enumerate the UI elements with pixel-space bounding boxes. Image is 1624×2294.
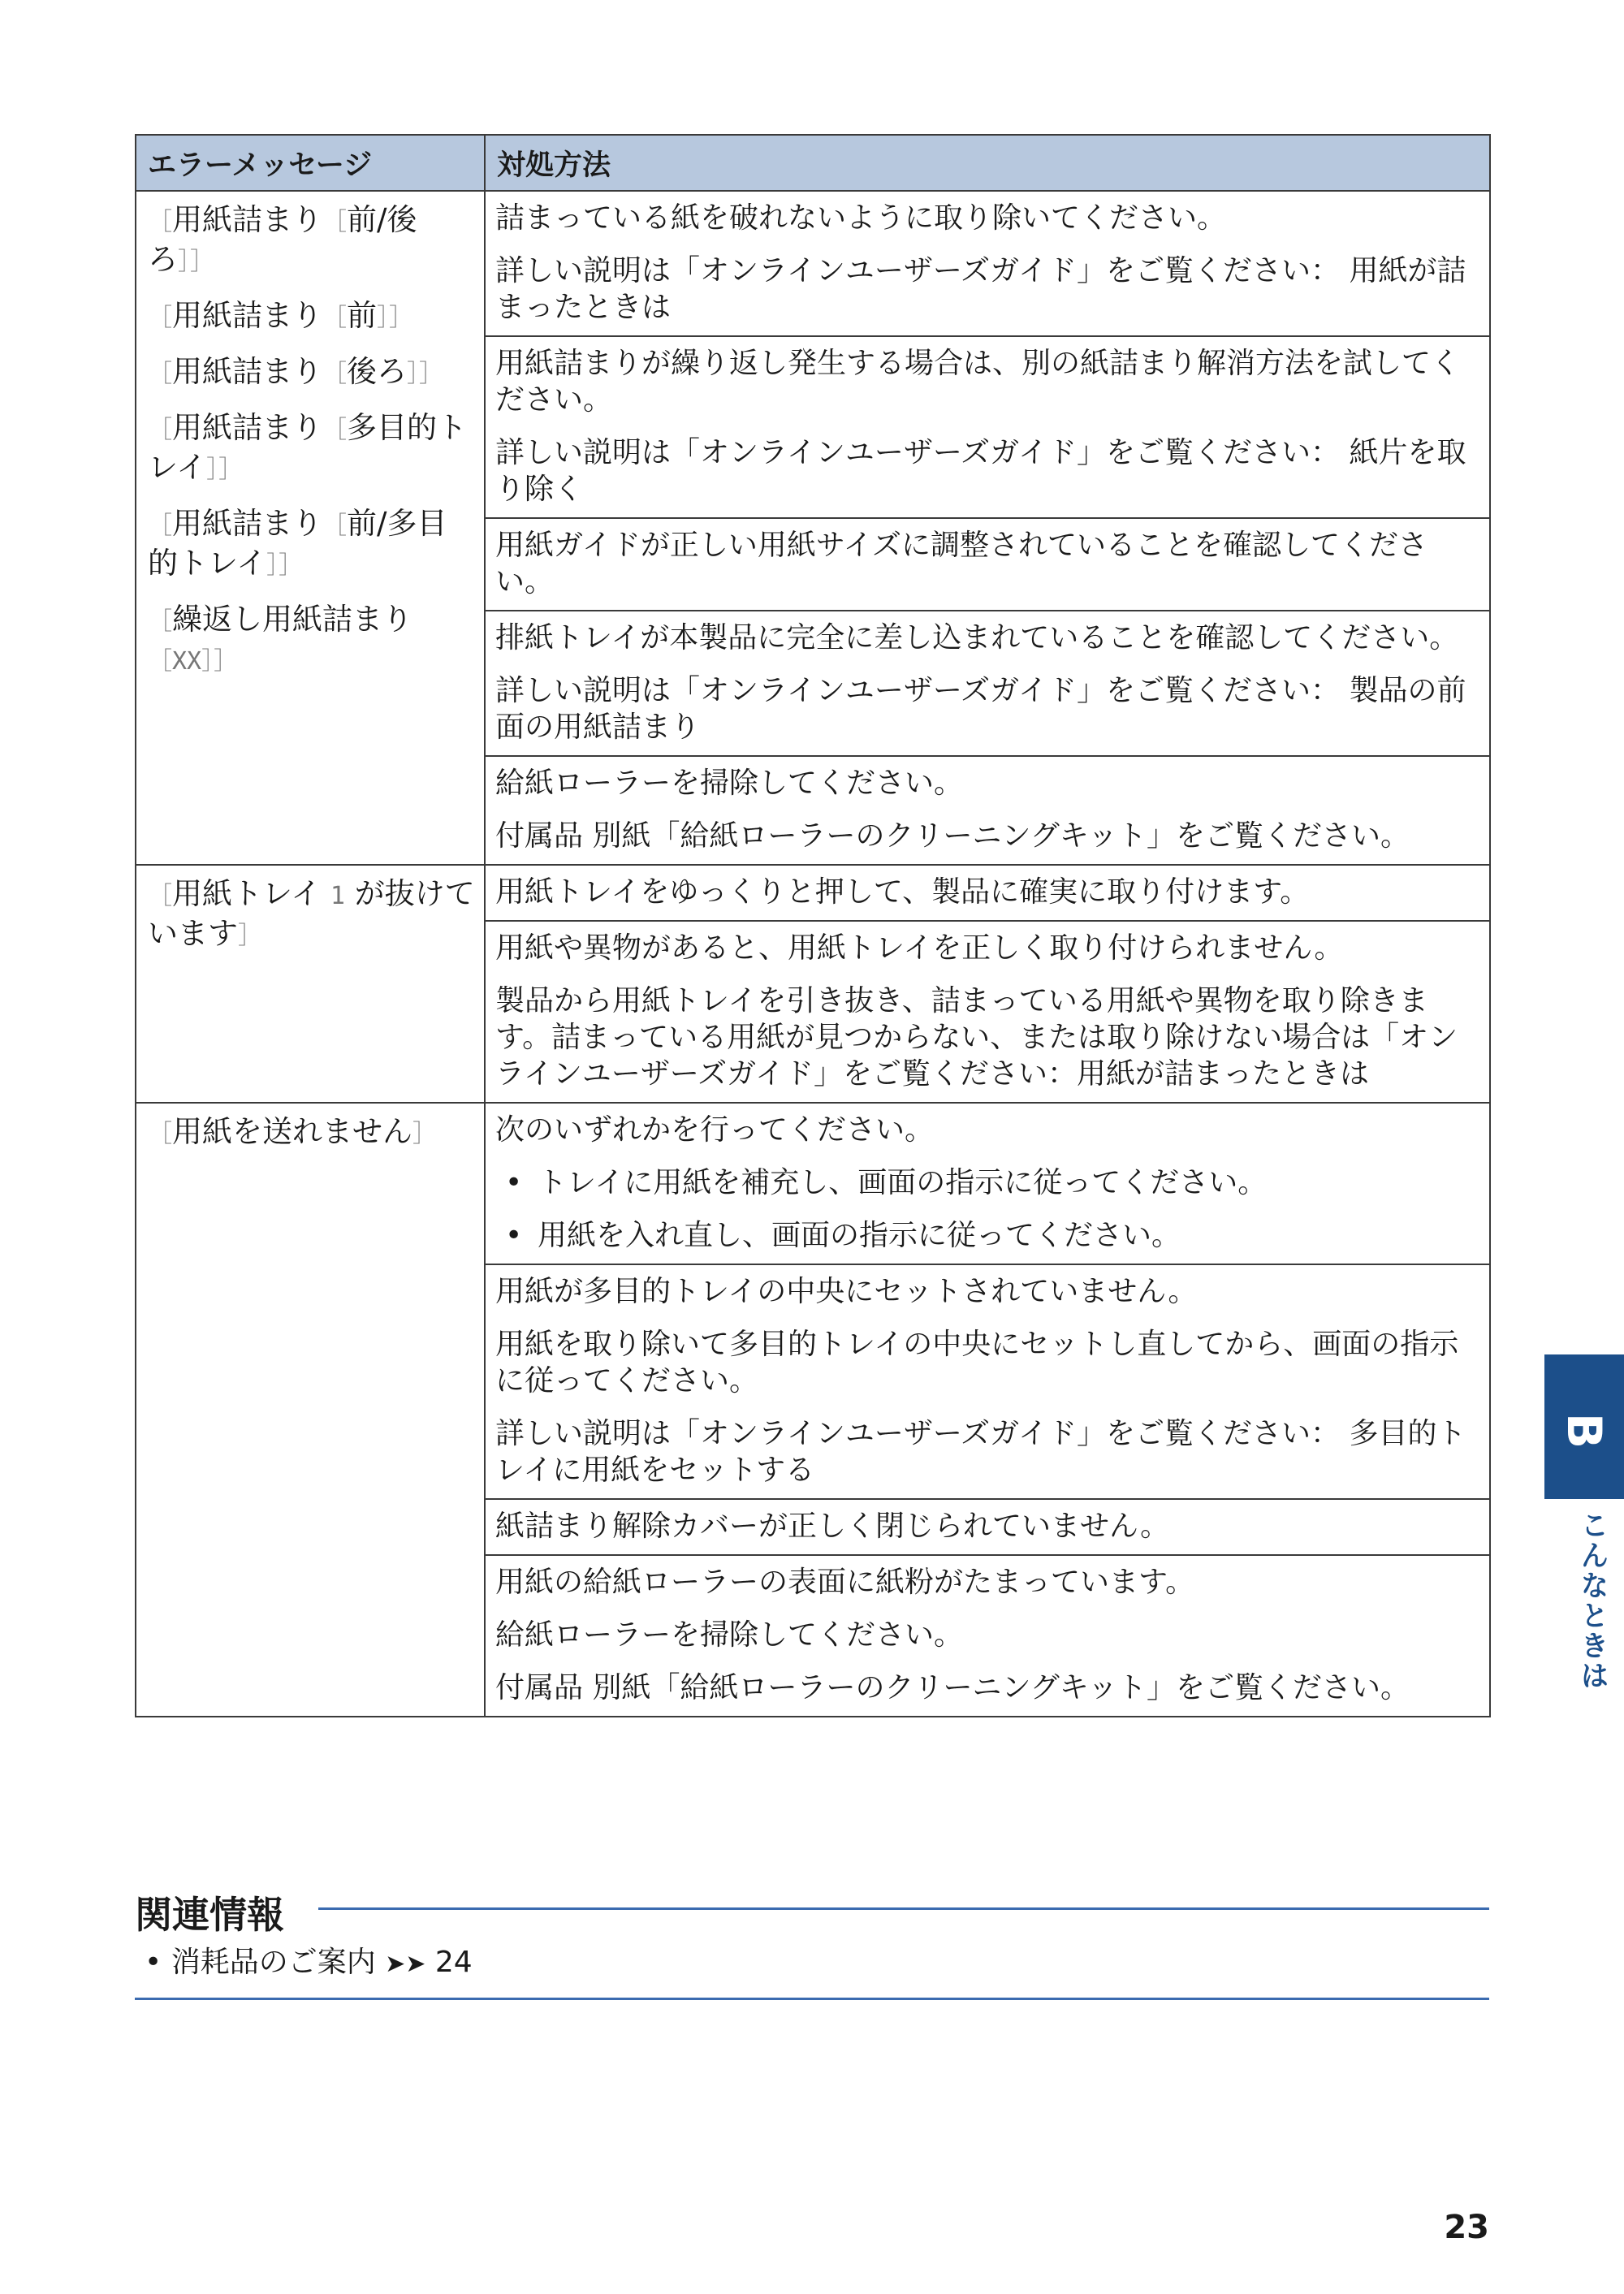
solution-text: 詰まっている紙を破れないように取り除いてください。: [495, 201, 1227, 235]
error-message-cell: [136, 191, 485, 865]
solution-text: 詳しい説明は「オンラインユーザーズガイド」をご覧ください： 紙片を取り除く: [495, 436, 1466, 506]
table-row: [136, 865, 1490, 921]
related-info-rule: [318, 1907, 1489, 1910]
related-info-end-rule: [135, 1998, 1489, 2000]
error-message: ［用紙詰まり［前］］: [148, 298, 413, 333]
solution-text: 用紙トレイをゆっくりと押して、製品に確実に取り付けます。: [495, 875, 1310, 909]
solution-cell: [485, 611, 1490, 756]
solution-text: 用紙詰まりが繰り返し発生する場合は、別の紙詰まり解消方法を試してください。: [495, 347, 1461, 417]
chapter-tab: [1544, 1354, 1624, 1499]
page-ref[interactable]: 24: [434, 1946, 473, 1979]
chapter-label: こんなときは: [1576, 1510, 1609, 1691]
solution-cell: [485, 1499, 1490, 1555]
error-message: ［用紙トレイ 1 が抜けています］: [148, 876, 475, 951]
solution-cell: [485, 518, 1490, 611]
error-message: ［用紙詰まり［後ろ］］: [148, 354, 443, 389]
solution-text: 給紙ローラーを掃除してください。: [495, 1618, 964, 1652]
error-message: ［用紙を送れません］: [148, 1114, 437, 1149]
table-header-row: [136, 135, 1490, 191]
solution-cell: [485, 191, 1490, 336]
solution-text: 付属品 別紙「給紙ローラーのクリーニングキット」をご覧ください。: [495, 819, 1410, 853]
related-link-text[interactable]: 消耗品のご案内: [171, 1946, 376, 1979]
solution-cell: [485, 1103, 1490, 1264]
solution-text: 用紙を取り除いて多目的トレイの中央にセットし直してから、画面の指示に従ってください。: [495, 1328, 1459, 1398]
page-number: 23: [1444, 2209, 1489, 2246]
error-message-cell: [136, 865, 485, 1103]
solution-text: 給紙ローラーを掃除してください。: [495, 767, 964, 800]
solution-text: 用紙ガイドが正しい用紙サイズに調整されていることを確認してください。: [495, 529, 1428, 598]
double-arrow-icon: ➤➤: [385, 1950, 426, 1978]
error-message: ［用紙詰まり［多目的トレイ］］: [148, 410, 467, 485]
solution-text: 用紙の給紙ローラーの表面に紙粉がたまっています。: [495, 1566, 1195, 1599]
solution-text: 製品から用紙トレイを引き抜き、詰まっている用紙や異物を取り除きます。詰まっている用紙が見つからない、または取り除けない場合は「オンラインユーザーズガイド」をご覧ください：用紙が詰まったときは: [495, 984, 1458, 1091]
table-row: [136, 191, 1490, 336]
error-message-cell: [136, 1103, 485, 1717]
solution-text: 詳しい説明は「オンラインユーザーズガイド」をご覧ください： 多目的トレイに用紙をセットする: [495, 1417, 1466, 1487]
solution-text: 付属品 別紙「給紙ローラーのクリーニングキット」をご覧ください。: [495, 1671, 1410, 1704]
solution-text: 用紙や異物があると、用紙トレイを正しく取り付けられません。: [495, 931, 1344, 965]
error-message: ［繰返し用紙詰まり ［XX］］: [148, 602, 412, 676]
chapter-letter: B: [1557, 1412, 1612, 1449]
bullet-item: • トレイに用紙を補充し、画面の指示に従ってください。: [505, 1166, 1268, 1199]
related-info-item[interactable]: [145, 1939, 473, 1981]
solution-cell: [485, 1264, 1490, 1499]
solution-text: 排紙トレイが本製品に完全に差し込まれていることを確認してください。: [495, 621, 1459, 655]
solution-cell: [485, 336, 1490, 518]
bullet-item: • 用紙を入れ直し、画面の指示に従ってください。: [505, 1219, 1181, 1252]
solution-cell: [485, 756, 1490, 865]
table-row: [136, 1103, 1490, 1264]
bullet: •: [145, 1946, 162, 1979]
solution-text: 詳しい説明は「オンラインユーザーズガイド」をご覧ください： 用紙が詰まったときは: [495, 254, 1466, 324]
error-message: ［用紙詰まり［前/多目的トレイ］］: [148, 506, 447, 581]
header-error-message: エラーメッセージ: [136, 135, 485, 191]
error-table: [135, 134, 1491, 1717]
solution-cell: [485, 865, 1490, 921]
solution-text: 用紙が多目的トレイの中央にセットされていません。: [495, 1275, 1198, 1308]
header-solution: 対処方法: [485, 135, 1490, 191]
solution-text: 紙詰まり解除カバーが正しく閉じられていません。: [495, 1510, 1170, 1543]
solution-cell: [485, 921, 1490, 1103]
solution-cell: [485, 1555, 1490, 1717]
related-info-title: 関連情報: [135, 1893, 284, 1937]
solution-text: 詳しい説明は「オンラインユーザーズガイド」をご覧ください： 製品の前面の用紙詰まり: [495, 674, 1466, 744]
error-message: ［用紙詰まり［前/後ろ］］: [148, 202, 417, 277]
solution-text: 次のいずれかを行ってください。: [495, 1113, 935, 1147]
